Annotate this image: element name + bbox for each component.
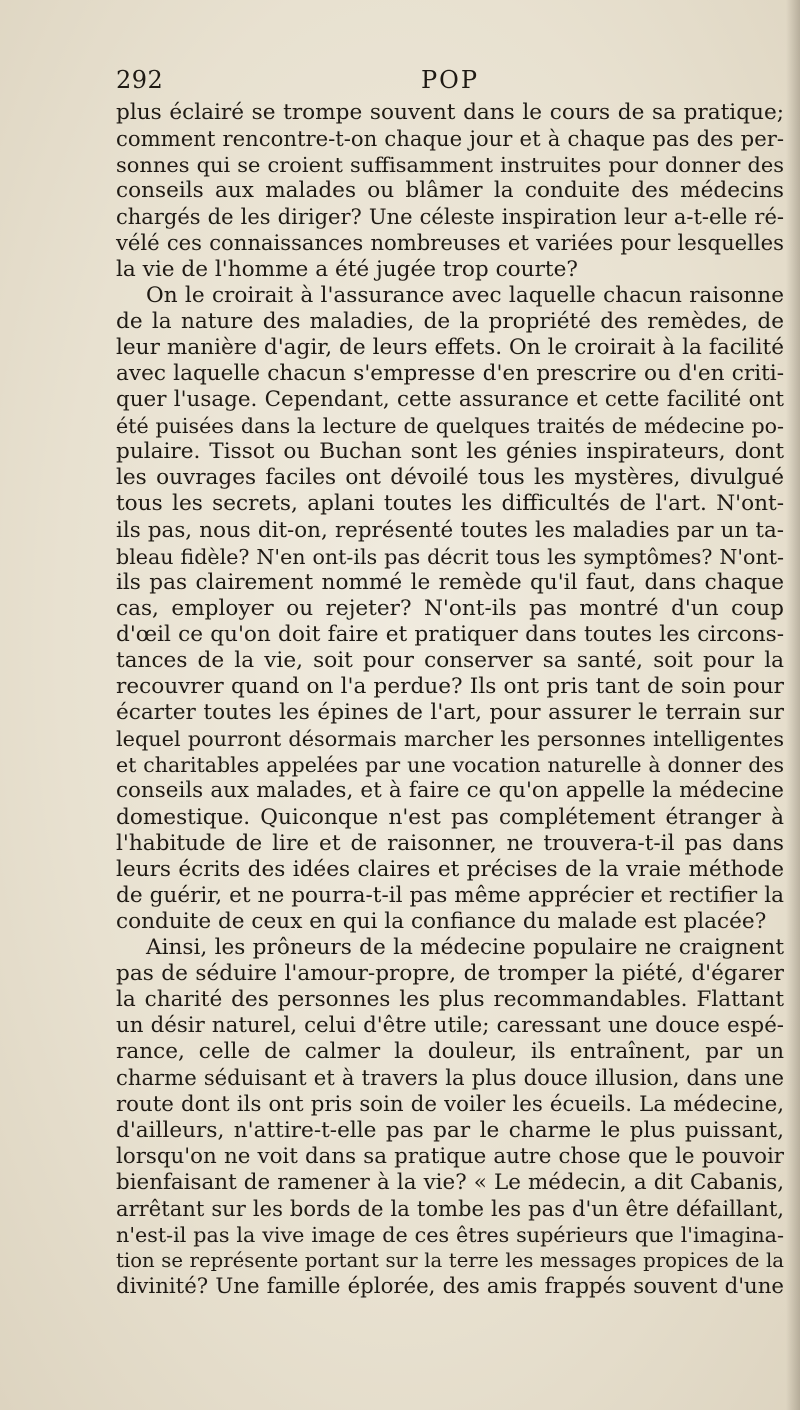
text-line: d'ailleurs, n'attire-t-elle pas par le charme le plus puissant,	[116, 1117, 784, 1143]
text-line: et charitables appelées par une vocation naturelle à donner des	[116, 753, 784, 778]
text-line: tous les secrets, aplani toutes les difficultés de l'art. N'ont-	[116, 491, 784, 517]
text-line: pulaire. Tissot ou Buchan sont les génies inspirateurs, dont	[116, 439, 784, 465]
text-line: leur manière d'agir, de leurs effets. On le croirait à la facilité	[116, 334, 784, 360]
text-line: route dont ils ont pris soin de voiler les écueils. La médecine,	[116, 1091, 784, 1117]
text-line: bleau fidèle? N'en ont-ils pas décrit tous les symptômes? N'ont-	[116, 544, 784, 569]
text-line: conduite de ceux en qui la confiance du malade est placée?	[116, 908, 767, 934]
text-line: conseils aux malades ou blâmer la conduite des médecins	[116, 178, 784, 204]
body-text	[116, 100, 784, 1300]
text-line: rance, celle de calmer la douleur, ils entraînent, par un	[116, 1039, 784, 1065]
text-line: leurs écrits des idées claires et précises de la vraie méthode	[116, 856, 784, 882]
paragraph-start: Ainsi, les prôneurs de la médecine populaire ne craignent	[146, 935, 784, 960]
text-line: la charité des personnes les plus recommandables. Flattant	[116, 987, 784, 1013]
text-line: un désir naturel, celui d'être utile; caressant une douce espé-	[116, 1013, 784, 1039]
page-header	[116, 66, 756, 98]
text-line: ils pas clairement nommé le remède qu'il faut, dans chaque	[116, 569, 784, 595]
page-number: 292	[116, 66, 164, 94]
text-line: charme séduisant et à travers la plus douce illusion, dans une	[116, 1065, 784, 1091]
text-line: divinité? Une famille éplorée, des amis frappés souvent d'une	[116, 1274, 784, 1300]
text-line: tion se représente portant sur la terre les messages propices de la	[116, 1249, 784, 1273]
text-line: chargés de les diriger? Une céleste inspiration leur a-t-elle ré-	[116, 204, 784, 230]
text-line: lorsqu'on ne voit dans sa pratique autre chose que le pouvoir	[116, 1143, 784, 1169]
text-line: conseils aux malades, et à faire ce qu'on appelle la médecine	[116, 778, 784, 804]
text-line: la vie de l'homme a été jugée trop courte?	[116, 256, 578, 282]
text-line: n'est-il pas la vive image de ces êtres supérieurs que l'imagina-	[116, 1223, 784, 1248]
text-line: écarter toutes les épines de l'art, pour assurer le terrain sur	[116, 700, 784, 726]
text-line: pas de séduire l'amour-propre, de tromper la piété, d'égarer	[116, 961, 784, 987]
text-line: recouvrer quand on l'a perdue? Ils ont pris tant de soin pour	[116, 674, 784, 700]
text-line: cas, employer ou rejeter? N'ont-ils pas montré d'un coup	[116, 595, 784, 621]
paragraph-start: On le croirait à l'assurance avec laquelle chacun raisonne	[146, 282, 784, 308]
text-line: de la nature des maladies, de la propriété des remèdes, de	[116, 308, 784, 334]
text-line: tances de la vie, soit pour conserver sa santé, soit pour la	[116, 647, 784, 673]
text-line: l'habitude de lire et de raisonner, ne trouvera-t-il pas dans	[116, 830, 784, 856]
page-edge-shadow	[786, 0, 800, 1410]
text-line: vélé ces connaissances nombreuses et variées pour lesquelles	[116, 230, 784, 256]
text-line: été puisées dans la lecture de quelques traités de médecine po-	[116, 414, 784, 439]
text-line: les ouvrages faciles ont dévoilé tous les mystères, divulgué	[116, 465, 784, 491]
text-line: avec laquelle chacun s'empresse d'en prescrire ou d'en criti-	[116, 360, 784, 386]
text-line: plus éclairé se trompe souvent dans le cours de sa pratique;	[116, 100, 784, 125]
text-line: ils pas, nous dit-on, représenté toutes les maladies par un ta-	[116, 517, 784, 543]
text-line: sonnes qui se croient suffisamment instruites pour donner des	[116, 153, 784, 178]
text-line: comment rencontre-t-on chaque jour et à chaque pas des per-	[116, 126, 784, 152]
running-head: POP	[421, 66, 479, 94]
text-line: arrêtant sur les bords de la tombe les pas d'un être défaillant,	[116, 1195, 784, 1221]
text-line: de guérir, et ne pourra-t-il pas même apprécier et rectifier la	[116, 882, 784, 908]
text-line: domestique. Quiconque n'est pas complétement étranger à	[116, 804, 784, 830]
text-line: lequel pourront désormais marcher les personnes intelligentes	[116, 727, 784, 752]
text-line: bienfaisant de ramener à la vie? « Le médecin, a dit Cabanis,	[116, 1169, 784, 1195]
text-line: d'œil ce qu'on doit faire et pratiquer dans toutes les circons-	[116, 621, 784, 647]
text-line: quer l'usage. Cependant, cette assurance et cette facilité ont	[116, 387, 784, 413]
